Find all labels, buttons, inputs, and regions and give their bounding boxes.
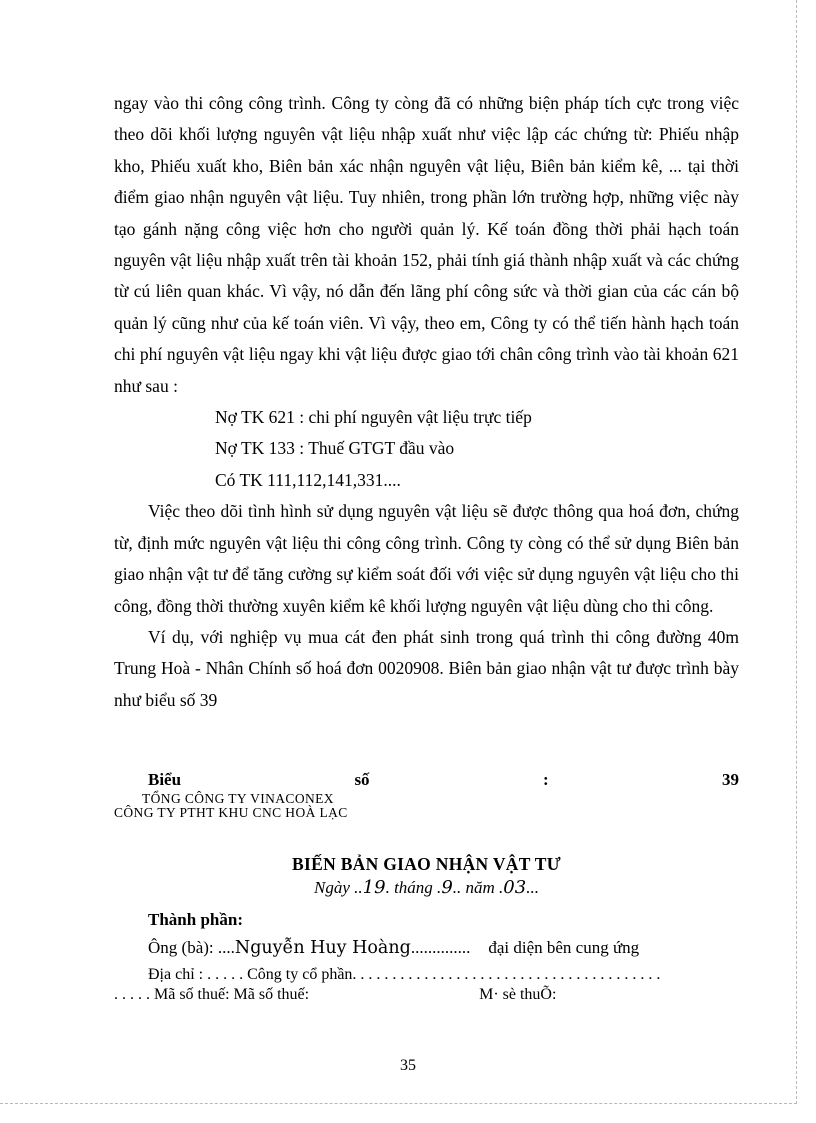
address-line: Địa chỉ : . . . . . Công ty cổ phần. . . . . . . . . . . . . . . . . . . . . . . . . . . . . . . . . . . . . . . bbox=[148, 966, 661, 983]
form-title: BIẾN BẢN GIAO NHẬN VẬT TƯ bbox=[292, 854, 561, 874]
page-number: 35 bbox=[400, 1057, 416, 1074]
date-month: 9 bbox=[441, 877, 453, 898]
so-label: số bbox=[354, 770, 370, 789]
journal-entry-debit-621: Nợ TK 621 : chi phí nguyên vật liệu trực tiếp bbox=[215, 407, 532, 428]
bieu-number: 39 bbox=[721, 770, 739, 789]
journal-entries bbox=[114, 402, 739, 496]
tax-code-right: M· sè thuÕ: bbox=[479, 986, 557, 1003]
tax-code-left: . . . . . Mã số thuế: Mã số thuế: bbox=[114, 986, 310, 1003]
form-caption bbox=[114, 770, 739, 790]
paragraph-example: Ví dụ, với nghiệp vụ mua cát đen phát sinh trong quá trình thi công đường 40m Trung Hoà - Nhân Chính số hoá đơn 0020908. Biên bản giao nhận vật tư được trình bày như biểu số 39 bbox=[114, 626, 739, 710]
date-year: 03 bbox=[503, 877, 527, 898]
tax-code-line bbox=[114, 986, 739, 1004]
organization-header bbox=[114, 792, 739, 820]
participants-heading: Thành phần: bbox=[148, 910, 243, 929]
body-text bbox=[114, 88, 739, 716]
paragraph-intro: ngay vào thi công công trình. Công ty còng đã có những biện pháp tích cực trong việc theo dõi khối lượng nguyên vật liệu nhập xuất như việc lập các chứng từ: Phiếu nhập kho, Phiếu xuất kho, Biên bản xác nhận nguyên vật liệu, Biên bản kiểm kê, ... tại thời điểm giao nhận nguyên vật liệu. Tuy nhiên, trong phần lớn trường hợp, những việc này tạo gánh nặng công việc hơn cho người quản lý. Kế toán đồng thời phải hạch toán nguyên vật liệu nhập xuất trên tài khoản 152, phải tính giá thành nhập xuất và các chứng từ cú liên quan khác. Vì vậy, nó dẫn đến lãng phí công sức và thời gian của các cán bộ quản lý cũng như của kế toán viên. Vì vậy, theo em, Công ty có thể tiến hành hạch toán chi phí nguyên vật liệu ngay khi vật liệu được giao tới chân công trình vào tài khoản 621 như sau : bbox=[114, 93, 739, 396]
paragraph-tracking: Việc theo dõi tình hình sử dụng nguyên vật liệu sẽ được thông qua hoá đơn, chứng từ, định mức nguyên vật liệu thi công công trình. Công ty còng có thể sử dụng Biên bản giao nhận vật tư để tăng cường sự kiểm soát đối với việc sử dụng nguyên vật liệu cho thi công, đồng thời thường xuyên kiểm kê khối lượng nguyên vật liệu dùng cho thi công. bbox=[114, 501, 739, 616]
delivery-form bbox=[114, 770, 739, 1004]
date-day: 19 bbox=[362, 877, 386, 898]
supplier-representative: Ông (bà): ....Nguyễn Huy Hoàng.............. đại diện bên cung ứng bbox=[148, 938, 640, 958]
org-company: CÔNG TY PTHT KHU CNC HOÀ LẠC bbox=[114, 805, 348, 820]
org-parent: TỔNG CÔNG TY VINACONEX bbox=[142, 791, 334, 806]
caption-colon: : bbox=[542, 770, 549, 789]
journal-entry-credit: Có TK 111,112,141,331.... bbox=[215, 469, 401, 490]
form-date: Ngày ..19. tháng .9.. năm .03... bbox=[314, 877, 539, 898]
journal-entry-debit-133: Nợ TK 133 : Thuế GTGT đầu vào bbox=[215, 438, 455, 459]
representative-role: đại diện bên cung ứng bbox=[488, 938, 640, 957]
bieu-label: Biểu bbox=[148, 770, 182, 789]
representative-name: Nguyễn Huy Hoàng bbox=[234, 938, 411, 958]
